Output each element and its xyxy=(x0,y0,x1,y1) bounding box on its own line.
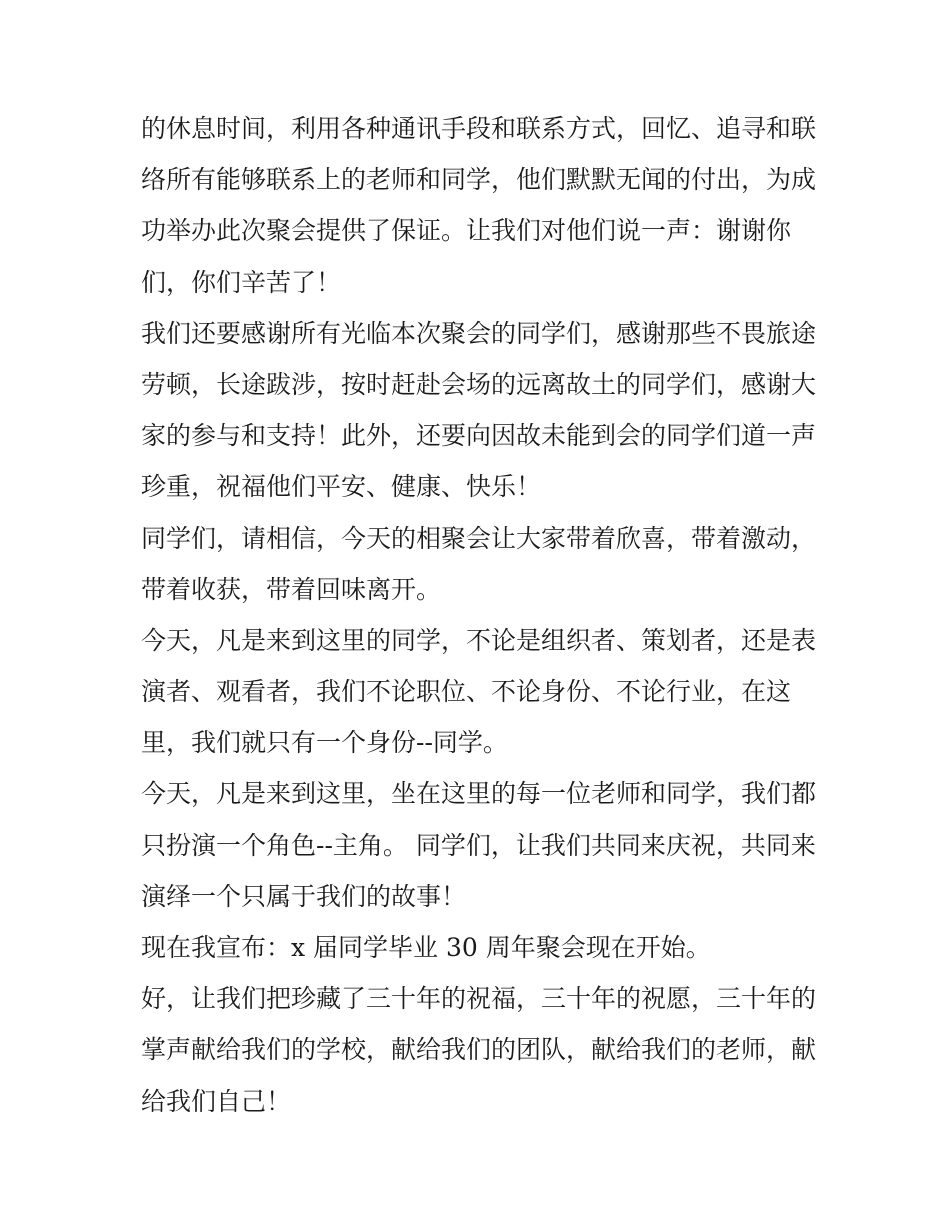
text-line: 们，你们辛苦了！ xyxy=(141,267,342,297)
text-line: 络所有能够联系上的老师和同学，他们默默无闻的付出，为成 xyxy=(141,165,817,195)
text-line: 劳顿，长途跋涉，按时赶赴会场的远离故土的同学们，感谢大 xyxy=(141,369,817,399)
text-line: 家的参与和支持！此外，还要向因故未能到会的同学们道一声 xyxy=(141,421,817,451)
text-line: 我们还要感谢所有光临本次聚会的同学们，感谢那些不畏旅途 xyxy=(141,318,817,348)
text-line: 演者、观看者，我们不论职位、不论身份、不论行业，在这 xyxy=(141,677,792,707)
text-line: 演绎一个只属于我们的故事！ xyxy=(141,881,467,911)
text-line: 掌声献给我们的学校，献给我们的团队，献给我们的老师，献 xyxy=(141,1035,817,1065)
text-line: 的休息时间，利用各种通讯手段和联系方式，回忆、追寻和联 xyxy=(141,114,817,143)
speech-text xyxy=(141,103,821,1127)
text-line: 给我们自己！ xyxy=(141,1086,292,1116)
text-line: 功举办此次聚会提供了保证。让我们对他们说一声：谢谢你 xyxy=(141,216,792,246)
text-line: 珍重，祝福他们平安、健康、快乐！ xyxy=(141,472,542,502)
text-line: 同学们，请相信，今天的相聚会让大家带着欣喜，带着激动， xyxy=(141,523,817,553)
text-line: 只扮演一个角色--主角。 同学们，让我们共同来庆祝，共同来 xyxy=(141,830,816,860)
text-line: 今天，凡是来到这里，坐在这里的每一位老师和同学，我们都 xyxy=(141,779,817,809)
text-line: 好，让我们把珍藏了三十年的祝福，三十年的祝愿，三十年的 xyxy=(141,984,817,1014)
text-line: 今天，凡是来到这里的同学，不论是组织者、策划者，还是表 xyxy=(141,625,817,655)
text-line: 里，我们就只有一个身份--同学。 xyxy=(141,728,508,758)
text-line: 现在我宣布：x 届同学毕业 30 周年聚会现在开始。 xyxy=(141,933,711,962)
text-line: 带着收获，带着回味离开。 xyxy=(141,574,442,604)
